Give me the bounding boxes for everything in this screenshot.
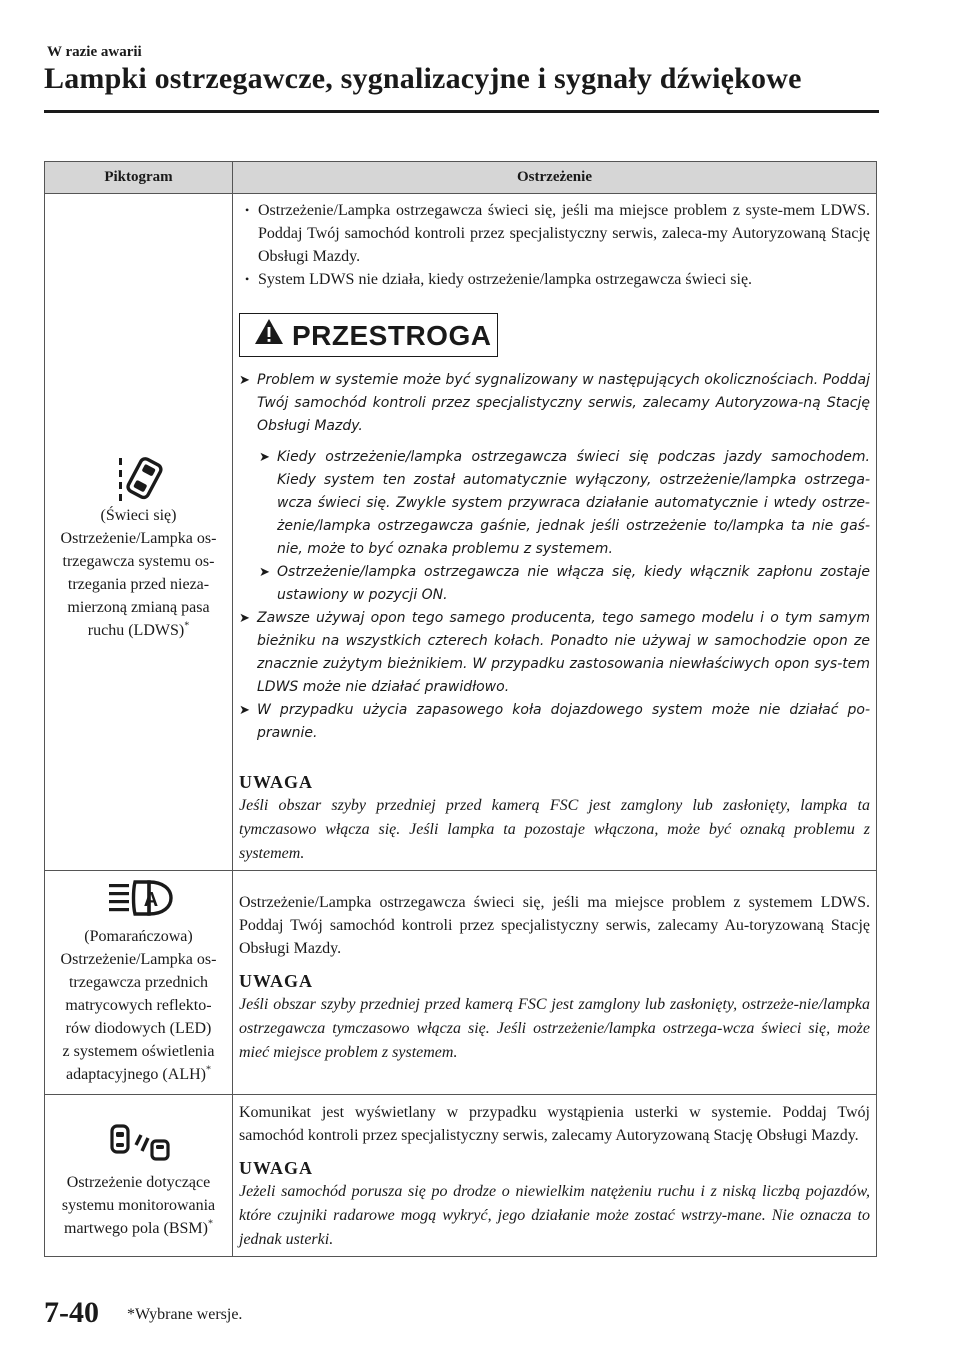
warning-text: Komunikat jest wyświetlany w przypadku wystąpienia usterki w systemie. Poddaj Twój samochód kontroli przez specjalistyczny serwis, zalecamy Autoryzowaną Stację Obsługi Mazdy. <box>239 1104 870 1144</box>
title-rule <box>44 110 879 113</box>
bullet-list <box>239 199 870 291</box>
pictogram-caption: (Świeci się) Ostrzeżenie/Lampka os- trzegawcza systemu os- trzegania przed nieza- mierzoną zmianą pasa ruchu (LDWS)* <box>60 507 217 639</box>
pictogram-caption: Ostrzeżenie dotyczące systemu monitorowania martwego pola (BSM)* <box>61 1174 216 1237</box>
pictogram-cell <box>45 194 233 871</box>
warning-text: Ostrzeżenie/Lampka ostrzegawcza świeci się, jeśli ma miejsce problem z systemem LDWS. Poddaj Twój samochód kontroli przez specjalistyczny serwis, zalecamy Au-toryzowaną Stację Obsługi Mazdy. <box>239 894 870 957</box>
list-item: • System LDWS nie działa, kiedy ostrzeżenie/lampka ostrzegawcza świeci się. <box>239 268 870 291</box>
lane-departure-warning-icon <box>48 452 229 504</box>
table-row <box>45 1095 877 1257</box>
warning-cell <box>233 871 877 1095</box>
footnote-marker: * <box>205 1064 211 1076</box>
footnote-marker: * <box>184 620 190 632</box>
caution-content <box>239 369 870 745</box>
note-text: Jeżeli samochód porusza się po drodze o niewielkim natężeniu ruchu i z niską liczbą pojazdów, które czujniki radarowe mogą wykryć, jego działanie może zostać wstrzy-mane. Nie oznacza to jednak usterki. <box>239 1183 870 1248</box>
list-item: ➤ Zawsze używaj opon tego samego producenta, tego samego modelu i o tym samym bieżniku na wszystkich czterech kołach. Ponadto nie używaj w samochodzie opon ze znacznie zużytym bieżnikiem. W przypadku zastosowania niewłaściwych opon sys-tem LDWS może nie działać prawidłowo. <box>239 610 870 695</box>
pictogram-caption: (Pomarańczowa) Ostrzeżenie/Lampka os- trzegawcza przednich matrycowych reflekto- rów diodowych (LED) z systemem oświetlenia adaptacyjnego (ALH)* <box>60 928 217 1083</box>
table-row <box>45 871 877 1095</box>
warning-cell <box>233 194 877 871</box>
page-title: Lampki ostrzegawcze, sygnalizacyjne i sygnały dźwiękowe <box>44 62 802 95</box>
warning-triangle-icon <box>254 318 284 352</box>
caution-label: PRZESTROGA <box>292 319 492 351</box>
page-number: 7-40 <box>44 1296 99 1329</box>
note-text: Jeśli obszar szyby przedniej przed kamerą FSC jest zamglony lub zasłonięty, ostrzeże-nie/lampka ostrzegawcza tymczasowo włącza się. Jeśli ostrzeżenie/lampka ostrzega-wcza świeci się, może mieć miejsce problem z systemem. <box>239 996 870 1061</box>
note-title: UWAGA <box>239 1158 314 1178</box>
list-item: • Ostrzeżenie/Lampka ostrzegawcza świeci się, jeśli ma miejsce problem z syste-mem LDWS. Poddaj Twój samochód kontroli przez specjalistyczny serwis, zaleca-my Autoryzowaną Stację Obsługi Mazdy. <box>239 199 870 268</box>
list-item: ➤ Kiedy ostrzeżenie/lampka ostrzegawcza świeci się podczas jazdy samochodem. Kiedy system ten został automatycznie wyłączony, ostrzeżenie/lampka ostrzega-wcza świeci się. Zwykle system przywraca działanie automatycznie i wtedy ostrze-żenie/lampka ostrzegawcza gaśnie, jednak jeśli ostrzeżenie to/lampka ta nie gaś-nie, może to być oznaka problemu z systemem. <box>259 449 870 557</box>
pictogram-cell <box>45 871 233 1095</box>
bsm-warning-icon <box>48 1123 229 1161</box>
note-title: UWAGA <box>239 772 314 792</box>
column-header-pictogram: Piktogram <box>45 162 233 194</box>
warning-cell <box>233 1095 877 1257</box>
table-row <box>45 194 877 871</box>
alh-headlight-warning-icon <box>48 879 229 919</box>
column-header-warning: Ostrzeżenie <box>233 162 877 194</box>
note-text: Jeśli obszar szyby przedniej przed kamerą FSC jest zamglony lub zasłonięty, lampka ta tymczasowo włącza się. Jeśli lampka ta pozostaje włączona, może być oznaką problemu z systemem. <box>239 797 870 862</box>
list-item: ➤ Ostrzeżenie/lampka ostrzegawcza nie włącza się, kiedy włącznik zapłonu zostaje ustawiony w pozycji ON. <box>259 564 870 603</box>
warning-table <box>44 161 877 1257</box>
list-item: ➤ Problem w systemie może być sygnalizowany w następujących okolicznościach. Poddaj Twój samochód kontroli przez specjalistyczny serwis, zalecamy Autoryzowa-ną Stację Obsługi Mazdy. <box>239 372 870 434</box>
list-item: ➤ W przypadku użycia zapasowego koła dojazdowego system może nie działać po-prawnie. <box>239 702 870 741</box>
caution-box <box>239 313 498 357</box>
pictogram-cell <box>45 1095 233 1257</box>
svg-text:A: A <box>143 889 158 911</box>
footnote-marker: * <box>207 1218 213 1230</box>
section-heading: W razie awarii <box>47 44 142 60</box>
footnote: *Wybrane wersje. <box>127 1306 243 1323</box>
note-title: UWAGA <box>239 971 314 991</box>
table-header-row <box>45 162 877 194</box>
